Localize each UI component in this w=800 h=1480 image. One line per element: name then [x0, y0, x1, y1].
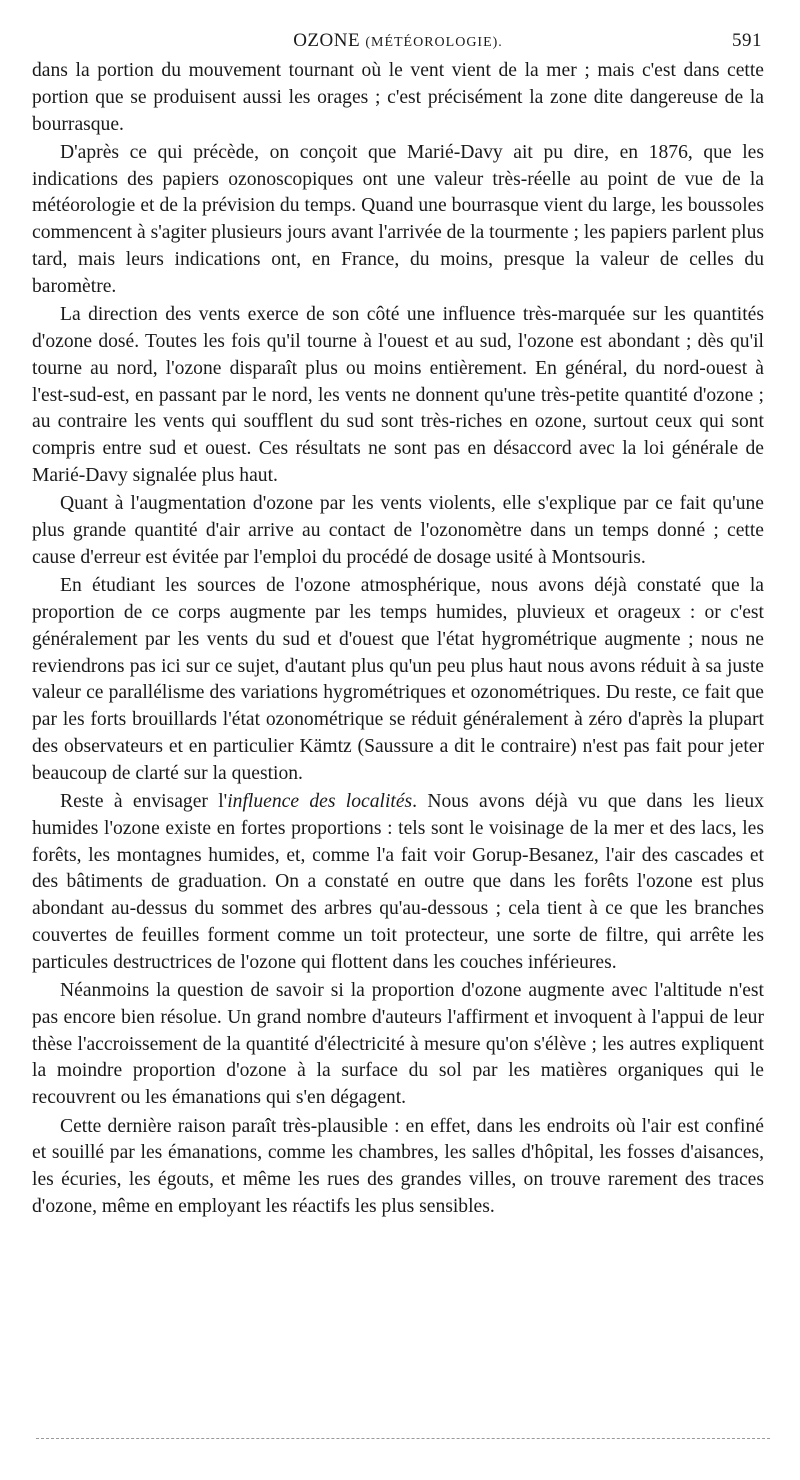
- running-header: [32, 28, 764, 58]
- paragraph-5: En étudiant les sources de l'ozone atmosphérique, nous avons déjà constaté que la proportion de ce corps augmente par les temps humides, pluvieux et orageux : or c'est généralement par les vents du sud et d'ouest que l'état hygrométrique augmente ; nous ne reviendrons pas ici sur ce sujet, d'autant plus qu'un peu plus haut nous avons réduit à sa juste valeur ce parallélisme des variations hygrométriques et ozonométriques. Du reste, ce fait que par les forts brouillards l'état ozonométrique se réduit généralement à zéro d'après la plupart des observateurs et en particulier Kämtz (Saussure a dit le contraire) n'est pas fait pour jeter beaucoup de clarté sur la question.: [32, 575, 764, 784]
- paragraph-1: dans la portion du mouvement tournant où le vent vient de la mer ; mais c'est dans cette portion que se produisent aussi les orages ; c'est précisément la zone dite dangereuse de la bourrasque.: [32, 60, 764, 135]
- page-number: 591: [732, 30, 762, 51]
- paragraph-3: La direction des vents exerce de son côté une influence très-marquée sur les quantités d'ozone dosé. Toutes les fois qu'il tourne à l'ouest et au sud, l'ozone est abondant ; dès qu'il tourne au nord, l'ozone disparaît plus ou moins entièrement. En général, du nord-ouest à l'est-sud-est, en passant par le nord, les vents ne donnent qu'une très-petite quantité d'ozone ; au contraire les vents qui soufflent du sud sont très-riches en ozone, surtout ceux qui sont compris entre sud et ouest. Ces résultats ne sont pas en désaccord avec la loi générale de Marié-Davy signalée plus haut.: [32, 304, 764, 486]
- paragraph-8: Cette dernière raison paraît très-plausible : en effet, dans les endroits où l'air est confiné et souillé par les émanations, comme les chambres, les salles d'hôpital, les fosses d'aisances, les écuries, les égouts, et même les rues des grandes villes, on trouve rarement des traces d'ozone, même en employant les réactifs les plus sensibles.: [32, 1115, 764, 1217]
- italic-emphasis: influence des localités: [227, 791, 413, 813]
- footer-dotted-rule: [36, 1438, 770, 1439]
- header-title: OZONE: [293, 30, 361, 51]
- paragraph-6: Reste à envisager l'influence des localités. Nous avons déjà vu que dans les lieux humides l'ozone existe en fortes proportions : tels sont le voisinage de la mer et des lacs, les forêts, les montagnes humides, et, comme l'a fait voir Gorup-Besanez, l'air des cascades et des bâtiments de graduation. On a constaté en outre que dans les forêts l'ozone est plus abondant au-dessus du sommet des arbres qu'au-dessous ; cela tient à ce que les branches couvertes de feuilles forment comme un toit protecteur, une sorte de filtre, qui arrête les particules destructrices de l'ozone qui flottent dans les couches inférieures.: [32, 791, 764, 973]
- paragraph-7: Néanmoins la question de savoir si la proportion d'ozone augmente avec l'altitude n'est pas encore bien résolue. Un grand nombre d'auteurs l'affirment et invoquent à l'appui de leur thèse l'accroissement de la quantité d'électricité à mesure qu'on s'élève ; les autres expliquent la moindre proportion d'ozone à la surface du sol par les matières organiques qui le recouvrent ou les émanations qui s'en dégagent.: [32, 980, 764, 1109]
- body-text: [32, 58, 764, 1221]
- running-title: [32, 30, 764, 52]
- paragraph-2: D'après ce qui précède, on conçoit que Marié-Davy ait pu dire, en 1876, que les indications des papiers ozonoscopiques ont une valeur très-réelle au point de vue de la météorologie et de la prévision du temps. Quand une bourrasque vient du large, les boussoles commencent à s'agiter plusieurs jours avant l'arrivée de la tourmente ; les papiers parlent plus tard, mais leurs indications ont, en France, du moins, presque la valeur de celles du baromètre.: [32, 141, 764, 297]
- paragraph-4: Quant à l'augmentation d'ozone par les vents violents, elle s'explique par ce fait qu'une plus grande quantité d'air arrive au contact de l'ozonomètre dans un temps donné ; cette cause d'erreur est évitée par l'emploi du procédé de dosage usité à Montsouris.: [32, 493, 764, 568]
- header-subtitle: (MÉTÉOROLOGIE).: [365, 35, 503, 50]
- document-page: [32, 28, 764, 1221]
